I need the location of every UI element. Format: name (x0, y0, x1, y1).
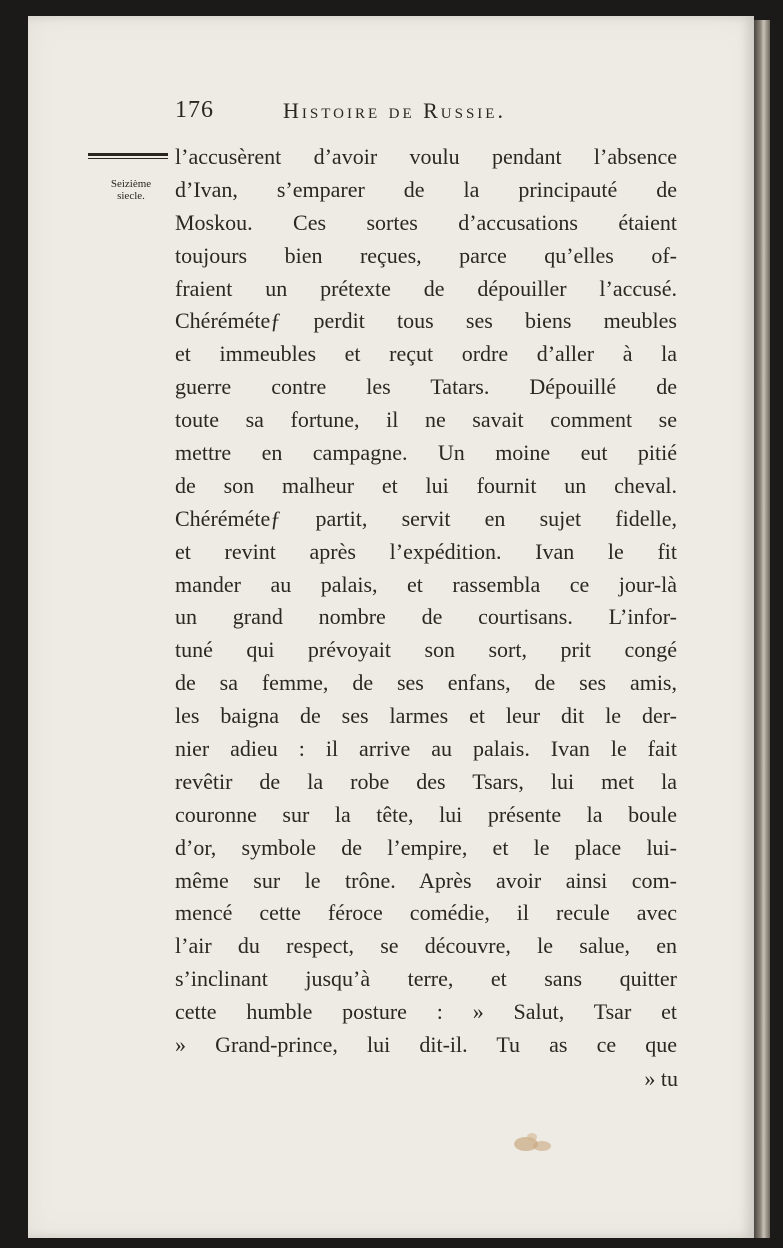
text-line: » Grand-prince, lui dit-il. Tu as ce que (175, 1032, 677, 1058)
text-line: l’air du respect, se découvre, le salue, en (175, 933, 677, 959)
text-line: même sur le trône. Après avoir ainsi com- (175, 867, 677, 893)
text-line: de sa femme, de ses enfans, de ses amis, (175, 670, 677, 696)
text-line: Chéréméteƒ partit, servit en sujet fidelle, (175, 505, 677, 531)
body-text (175, 141, 677, 1062)
text-line: mander au palais, et rassembla ce jour-là (175, 571, 677, 597)
text-line: Moskou. Ces sortes d’accusations étaient (175, 209, 677, 235)
text-line: revêtir de la robe des Tsars, lui met la (175, 768, 677, 794)
margin-rule (88, 153, 168, 161)
text-line: tuné qui prévoyait son sort, prit congé (175, 637, 677, 663)
text-line: d’Ivan, s’emparer de la principauté de (175, 176, 677, 202)
text-line: et revint après l’expédition. Ivan le fit (175, 538, 677, 564)
text-line: toute sa fortune, il ne savait comment se (175, 407, 677, 433)
catchword: » tu (644, 1066, 678, 1091)
text-line: les baigna de ses larmes et leur dit le der- (175, 703, 677, 729)
text-line: couronne sur la tête, lui présente la boule (175, 801, 677, 827)
text-line: un grand nombre de courtisans. L’infor- (175, 604, 677, 630)
text-line: mencé cette féroce comédie, il recule avec (175, 900, 677, 926)
text-line: fraient un prétexte de dépouiller l’accusé. (175, 275, 677, 301)
text-line: de son malheur et lui fournit un cheval. (175, 472, 677, 498)
running-head (175, 97, 675, 127)
text-line: s’inclinant jusqu’à terre, et sans quitter (175, 966, 677, 992)
text-line: l’accusèrent d’avoir voulu pendant l’absence (175, 144, 677, 169)
marginal-note (92, 178, 170, 202)
text-line: Chéréméteƒ perdit tous ses biens meubles (175, 308, 677, 334)
text-line: et immeubles et reçut ordre d’aller à la (175, 341, 677, 367)
text-line: mettre en campagne. Un moine eut pitié (175, 440, 677, 466)
marginal-note-line: Seizième (110, 178, 152, 190)
text-line: cette humble posture : » Salut, Tsar et (175, 999, 677, 1025)
ink-stain (508, 1128, 558, 1154)
text-line: toujours bien reçues, parce qu’elles of- (175, 242, 677, 268)
text-line: d’or, symbole de l’empire, et le place lui- (175, 834, 677, 860)
text-line: guerre contre les Tatars. Dépouillé de (175, 374, 677, 400)
running-title: Histoire de Russie. (283, 98, 506, 123)
marginal-note-line: siecle. (117, 190, 145, 202)
page-number: 176 (175, 97, 214, 123)
text-line: nier adieu : il arrive au palais. Ivan le fait (175, 736, 677, 762)
page-edge (754, 20, 770, 1238)
